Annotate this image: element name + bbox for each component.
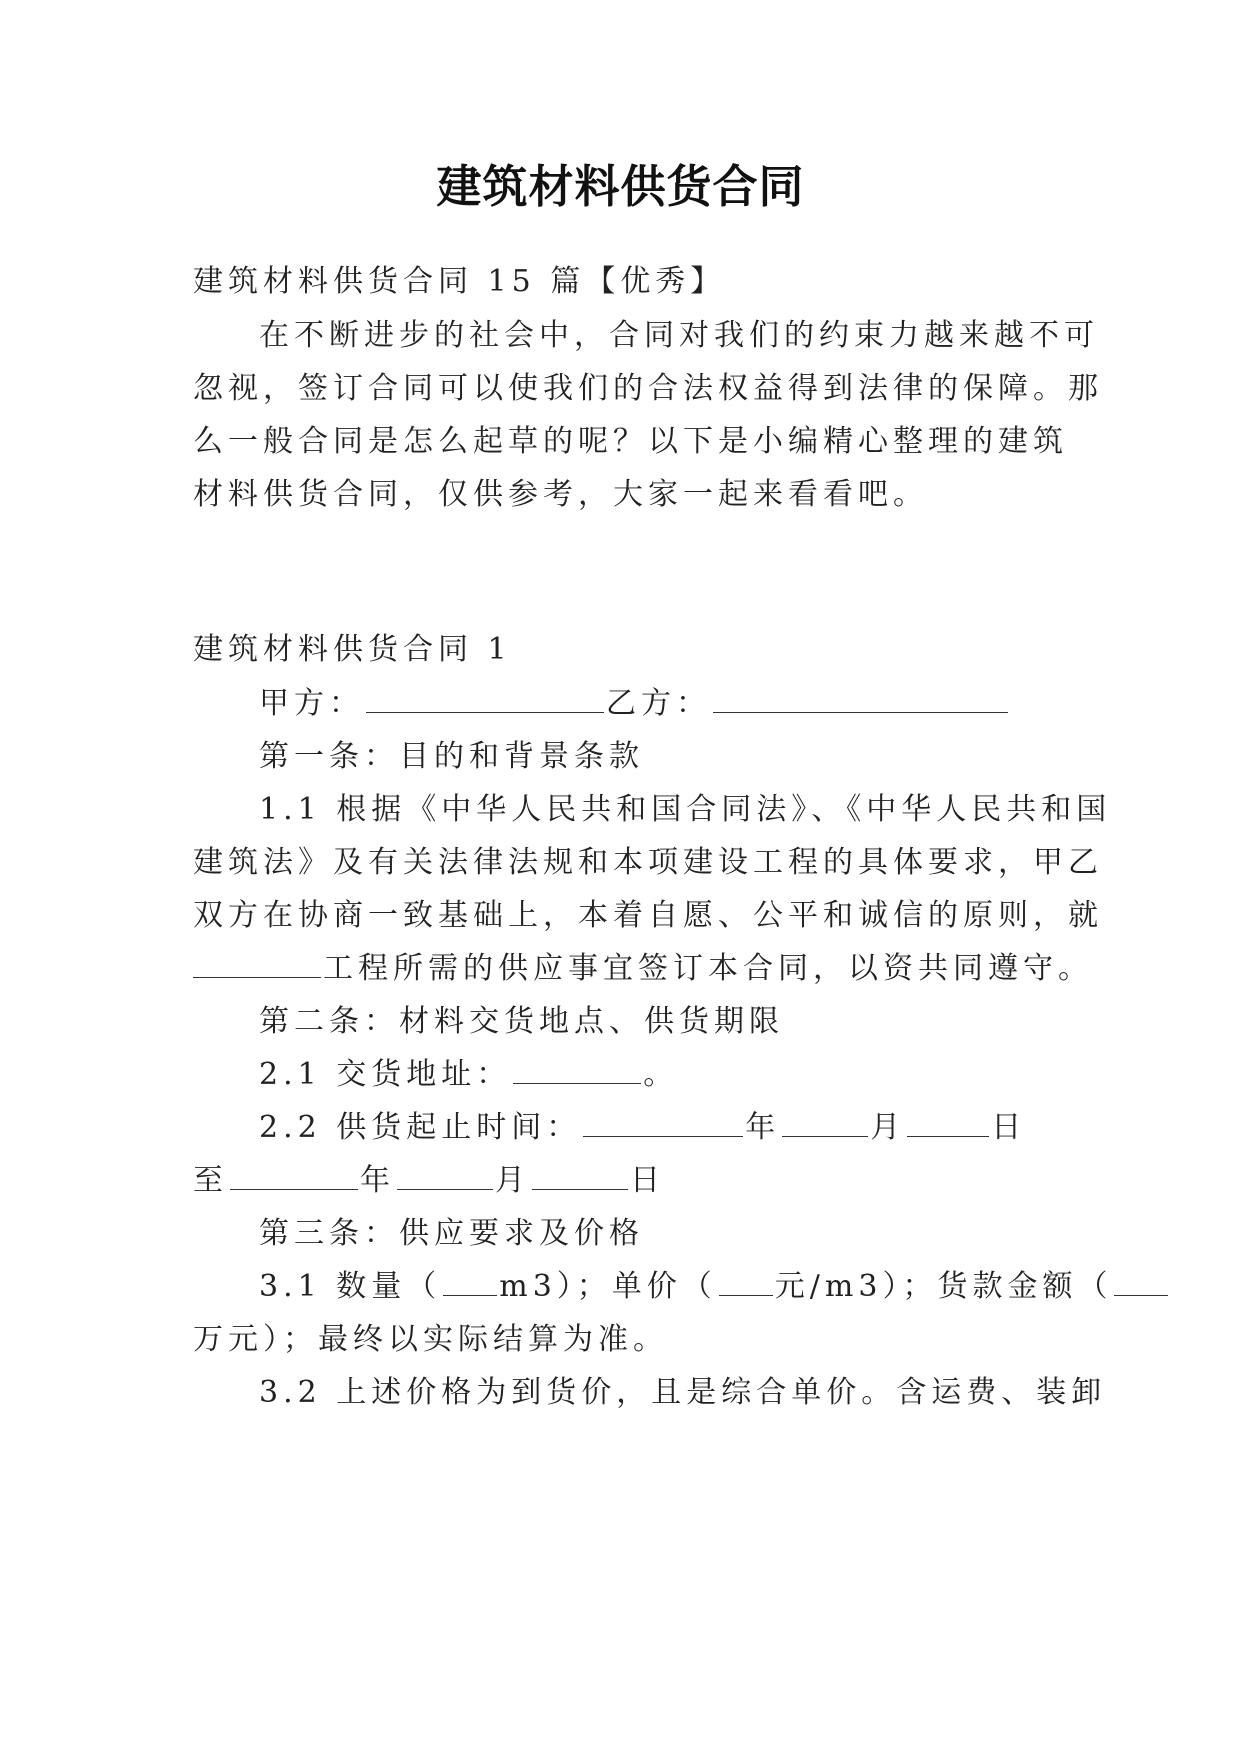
start-month-blank bbox=[782, 1110, 868, 1137]
end-day-blank bbox=[532, 1163, 628, 1190]
amount-blank bbox=[1114, 1269, 1168, 1296]
intro-paragraph-line: 忽视，签订合同可以使我们的合法权益得到法律的保障。那 bbox=[193, 371, 1103, 406]
article-2-heading: 第二条：材料交货地点、供货期限 bbox=[259, 1004, 784, 1039]
end-year-blank bbox=[230, 1163, 358, 1190]
party-b-blank bbox=[713, 686, 1008, 713]
party-a-label: 甲方： bbox=[259, 686, 364, 721]
end-month-label: 月 bbox=[495, 1163, 530, 1198]
clause-3-1-label: 3.1 数量（ bbox=[259, 1269, 442, 1304]
section-heading: 建筑材料供货合同 1 bbox=[193, 632, 512, 667]
clause-2-2-label: 2.2 供货起止时间： bbox=[259, 1110, 582, 1145]
parties-line bbox=[259, 684, 1010, 724]
intro-heading: 建筑材料供货合同 15 篇【优秀】 bbox=[193, 264, 726, 299]
clause-2-1-end: 。 bbox=[643, 1057, 679, 1092]
unit-price-blank bbox=[719, 1269, 773, 1296]
clause-2-2-end-line bbox=[193, 1161, 665, 1201]
start-month-label: 月 bbox=[870, 1110, 906, 1145]
delivery-address-blank bbox=[513, 1057, 641, 1084]
party-b-label: 乙方： bbox=[606, 686, 711, 721]
project-name-blank bbox=[193, 951, 321, 978]
intro-paragraph-line: 材料供货合同，仅供参考，大家一起来看看吧。 bbox=[193, 477, 928, 512]
article-3-heading: 第三条：供应要求及价格 bbox=[259, 1216, 644, 1251]
to-label: 至 bbox=[193, 1163, 228, 1198]
clause-1-1-line: 1.1 根据《中华人民共和国合同法》、《中华人民共和国 bbox=[259, 792, 1112, 827]
intro-paragraph-line: 在不断进步的社会中，合同对我们的约束力越来越不可 bbox=[259, 318, 1099, 353]
end-day-label: 日 bbox=[630, 1163, 665, 1198]
quantity-unit: m3）；单价（ bbox=[499, 1269, 717, 1304]
clause-1-1-end-line bbox=[193, 949, 1093, 989]
start-year-blank bbox=[583, 1110, 743, 1137]
clause-2-1-label: 2.1 交货地址： bbox=[259, 1057, 512, 1092]
quantity-blank bbox=[443, 1269, 497, 1296]
clause-2-1-line bbox=[259, 1055, 678, 1095]
clause-1-1-line: 双方在协商一致基础上，本着自愿、公平和诚信的原则，就 bbox=[193, 898, 1103, 933]
article-1-heading: 第一条：目的和背景条款 bbox=[259, 739, 644, 774]
clause-3-2-line: 3.2 上述价格为到货价，且是综合单价。含运费、装卸 bbox=[259, 1375, 1107, 1410]
party-a-blank bbox=[366, 686, 604, 713]
document-title: 建筑材料供货合同 bbox=[436, 160, 805, 213]
clause-3-1-line bbox=[259, 1267, 1170, 1307]
clause-1-1-line: 建筑法》及有关法律法规和本项建设工程的具体要求，甲乙 bbox=[193, 845, 1103, 880]
start-day-label: 日 bbox=[991, 1110, 1027, 1145]
end-month-blank bbox=[397, 1163, 493, 1190]
start-day-blank bbox=[907, 1110, 989, 1137]
start-year-label: 年 bbox=[745, 1110, 781, 1145]
clause-3-1-cont: 万元）；最终以实际结算为准。 bbox=[193, 1322, 668, 1357]
end-year-label: 年 bbox=[360, 1163, 395, 1198]
unit-price-unit: 元/m3）；货款金额（ bbox=[774, 1269, 1113, 1304]
intro-paragraph-line: 么一般合同是怎么起草的呢？以下是小编精心整理的建筑 bbox=[193, 424, 1068, 459]
clause-1-1-end: 工程所需的供应事宜签订本合同，以资共同遵守。 bbox=[323, 951, 1093, 986]
clause-2-2-line bbox=[259, 1108, 1026, 1148]
